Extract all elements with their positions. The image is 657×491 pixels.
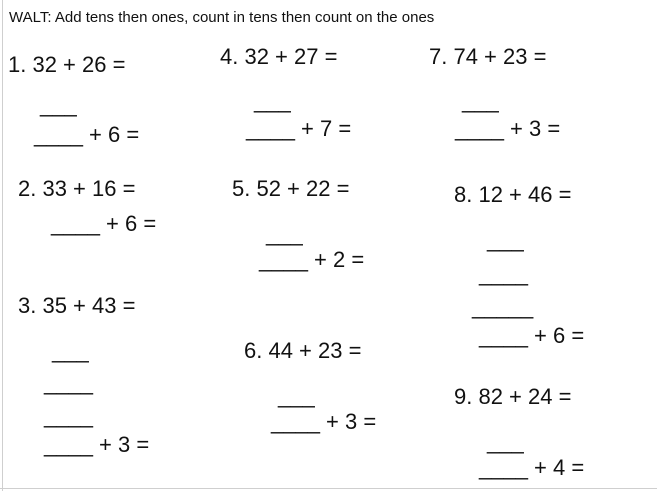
- problem-3-question: 3. 35 + 43 =: [18, 293, 136, 318]
- problem-9-question: 9. 82 + 24 =: [454, 384, 572, 409]
- bottom-border-line: [0, 488, 657, 489]
- problem-3-blank-3[interactable]: ____: [44, 403, 93, 428]
- problem-6-question: 6. 44 + 23 =: [244, 338, 362, 363]
- left-border-line: [2, 0, 3, 491]
- problem-6-blank-1[interactable]: ___: [278, 383, 315, 408]
- problem-3-blank-2[interactable]: ____: [44, 370, 93, 395]
- problem-5-step[interactable]: ____ + 2 =: [259, 247, 365, 272]
- problem-7-blank-1[interactable]: ___: [462, 88, 499, 113]
- problem-4-blank-1[interactable]: ___: [254, 88, 291, 113]
- walt-title: WALT: Add tens then ones, count in tens then count on the ones: [9, 9, 435, 26]
- problem-4-question: 4. 32 + 27 =: [220, 44, 338, 69]
- problem-1-question: 1. 32 + 26 =: [8, 52, 126, 77]
- problem-7-step[interactable]: ____ + 3 =: [455, 116, 561, 141]
- problem-8-blank-3[interactable]: _____: [472, 294, 534, 319]
- problem-8-step[interactable]: ____ + 6 =: [479, 323, 585, 348]
- problem-3-step[interactable]: ____ + 3 =: [44, 432, 150, 457]
- problem-9-blank-1[interactable]: ___: [487, 429, 524, 454]
- problem-9-step[interactable]: ____ + 4 =: [479, 455, 585, 480]
- problem-6-step[interactable]: ____ + 3 =: [271, 409, 377, 434]
- problem-8-blank-2[interactable]: ____: [479, 261, 528, 286]
- problem-7-question: 7. 74 + 23 =: [429, 44, 547, 69]
- problem-2-question: 2. 33 + 16 =: [18, 176, 136, 201]
- problem-3-blank-1[interactable]: ___: [52, 338, 89, 363]
- problem-8-question: 8. 12 + 46 =: [454, 182, 572, 207]
- problem-2-step[interactable]: ____ + 6 =: [51, 211, 157, 236]
- problem-1-blank-1[interactable]: ___: [40, 92, 77, 117]
- problem-5-question: 5. 52 + 22 =: [232, 176, 350, 201]
- problem-8-blank-1[interactable]: ___: [487, 227, 524, 252]
- problem-1-step[interactable]: ____ + 6 =: [34, 122, 140, 147]
- problem-5-blank-1[interactable]: ___: [266, 221, 303, 246]
- problem-4-step[interactable]: ____ + 7 =: [246, 116, 352, 141]
